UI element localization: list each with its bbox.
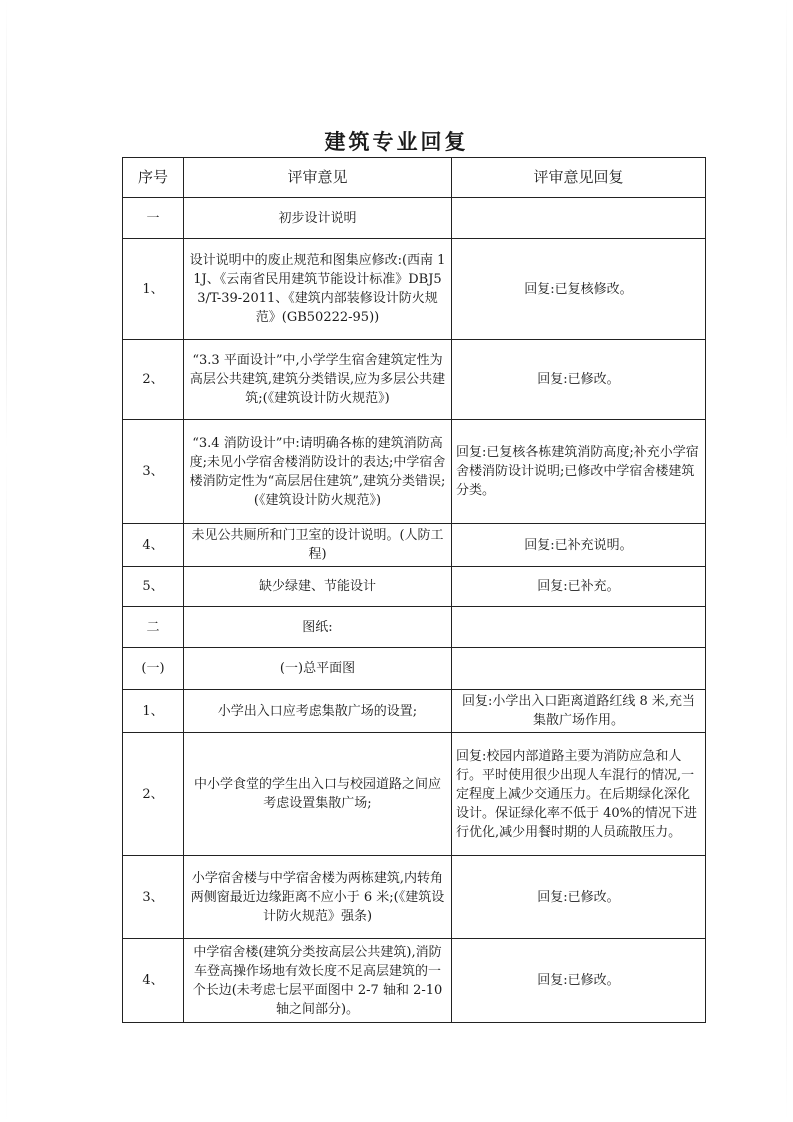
table-row [123,733,706,856]
table-row [123,420,706,524]
row-opinion: 小学宿舍楼与中学宿舍楼为两栋建筑,内转角两侧窗最近边缘距离不应小于 6 米;(《建筑设计防火规范》强条) [184,856,452,939]
header-opinion: 评审意见 [184,158,452,198]
row-no: 2、 [123,733,184,856]
scan-edge-right [786,0,787,1122]
row-opinion: 初步设计说明 [184,198,452,239]
row-no: (一) [123,648,184,690]
row-no: 一 [123,198,184,239]
row-opinion: 小学出入口应考虑集散广场的设置; [184,690,452,733]
row-reply: 回复:已修改。 [452,939,706,1023]
row-no: 4、 [123,939,184,1023]
header-reply: 评审意见回复 [452,158,706,198]
table-row [123,198,706,239]
document-title: 建筑专业回复 [324,129,469,154]
row-reply: 回复:校园内部道路主要为消防应急和人行。平时使用很少出现人车混行的情况,一定程度上减少交通压力。在后期绿化深化设计。保证绿化率不低于 40%的情况下进行优化,减少用餐时期的人员疏散压力。 [452,733,706,856]
table-row [123,690,706,733]
row-no: 2、 [123,340,184,420]
table-row [123,939,706,1023]
table-row [123,648,706,690]
row-opinion: 未见公共厕所和门卫室的设计说明。(人防工程) [184,524,452,567]
table-header-row [123,158,706,198]
scan-edge-left [6,0,7,1122]
row-reply [452,607,706,648]
row-reply: 回复:已补充说明。 [452,524,706,567]
row-no: 4、 [123,524,184,567]
row-opinion: “3.4 消防设计”中:请明确各栋的建筑消防高度;未见小学宿舍楼消防设计的表达;中学宿舍楼消防定性为“高层居住建筑”,建筑分类错误;(《建筑设计防火规范》) [184,420,452,524]
table-row [123,607,706,648]
row-no: 1、 [123,239,184,340]
table-row [123,239,706,340]
row-no: 3、 [123,420,184,524]
row-reply: 回复:已复核修改。 [452,239,706,340]
table-row [123,567,706,607]
table-row [123,340,706,420]
row-reply [452,648,706,690]
row-reply: 回复:已修改。 [452,856,706,939]
row-no: 1、 [123,690,184,733]
row-reply: 回复:已补充。 [452,567,706,607]
review-table [122,157,706,1023]
row-reply [452,198,706,239]
row-reply: 回复:已复核各栋建筑消防高度;补充小学宿舍楼消防设计说明;已修改中学宿舍楼建筑分类。 [452,420,706,524]
row-opinion: 设计说明中的废止规范和图集应修改:(西南 11J、《云南省民用建筑节能设计标准》DBJ53/T-39-2011、《建筑内部装修设计防火规范》(GB50222-95)) [184,239,452,340]
row-opinion: 图纸: [184,607,452,648]
table-row [123,524,706,567]
row-opinion: 中学宿舍楼(建筑分类按高层公共建筑),消防车登高操作场地有效长度不足高层建筑的一个长边(未考虑七层平面图中 2-7 轴和 2-10 轴之间部分)。 [184,939,452,1023]
row-opinion: “3.3 平面设计”中,小学学生宿舍建筑定性为高层公共建筑,建筑分类错误,应为多层公共建筑;(《建筑设计防火规范》) [184,340,452,420]
row-opinion: 缺少绿建、节能设计 [184,567,452,607]
row-reply: 回复:已修改。 [452,340,706,420]
row-opinion: (一)总平面图 [184,648,452,690]
row-no: 3、 [123,856,184,939]
header-no: 序号 [123,158,184,198]
row-no: 5、 [123,567,184,607]
row-no: 二 [123,607,184,648]
table-row [123,856,706,939]
row-opinion: 中小学食堂的学生出入口与校园道路之间应考虑设置集散广场; [184,733,452,856]
row-reply: 回复:小学出入口距离道路红线 8 米,充当集散广场作用。 [452,690,706,733]
